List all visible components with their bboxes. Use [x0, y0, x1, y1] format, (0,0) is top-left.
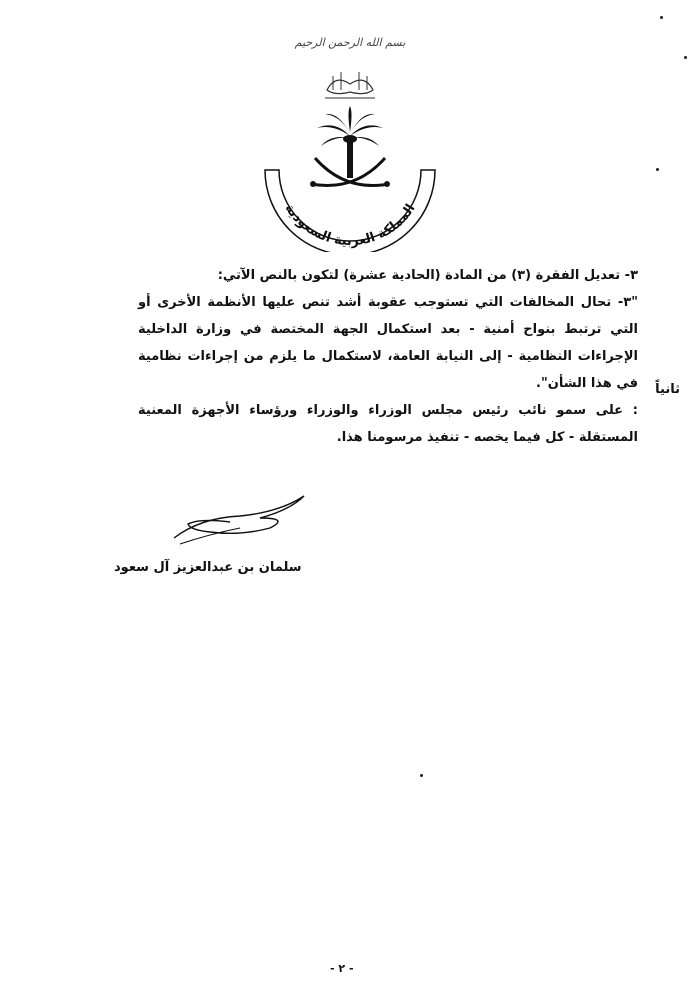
page-number: - ٢ -	[330, 962, 354, 975]
saudi-emblem	[255, 62, 445, 252]
section-two-text: : على سمو نائب رئيس مجلس الوزراء والوزراء ورؤساء الأجهزة المعنية المستقلة - كل فيما يخصه - تنفيذ مرسومنا هذا.	[138, 403, 638, 445]
signer-name: سلمان بن عبدالعزيز آل سعود	[114, 560, 302, 575]
tawhid-calligraphy	[325, 72, 375, 98]
item3-body: "٣- تحال المخالفات التي تستوجب عقوبة أشد تنص عليها الأنظمة الأخرى أو التي ترتبط بنواح أمنية - بعد استكمال الجهة المختصة في وزارة الداخلية الإجراءات النظامية - إلى النيابة العامة، لاستكمال ما يلزم من إجراءات نظامية في هذا الشأن".	[138, 295, 638, 391]
section-two-label: ثانياً	[655, 382, 680, 397]
scan-speck	[684, 56, 687, 59]
emblem-caption: المملكة العربية السعودية	[281, 201, 419, 250]
handwritten-signature	[170, 488, 310, 548]
scan-speck	[660, 16, 663, 19]
basmala: بسم الله الرحمن الرحيم	[294, 36, 406, 49]
decree-body	[138, 262, 638, 451]
scan-speck	[420, 774, 423, 777]
scan-speck	[656, 168, 659, 171]
palm-tree-icon	[317, 106, 383, 178]
item3-heading: ٣- تعديل الفقرة (٣) من المادة (الحادية عشرة) لتكون بالنص الآتي:	[217, 268, 638, 283]
